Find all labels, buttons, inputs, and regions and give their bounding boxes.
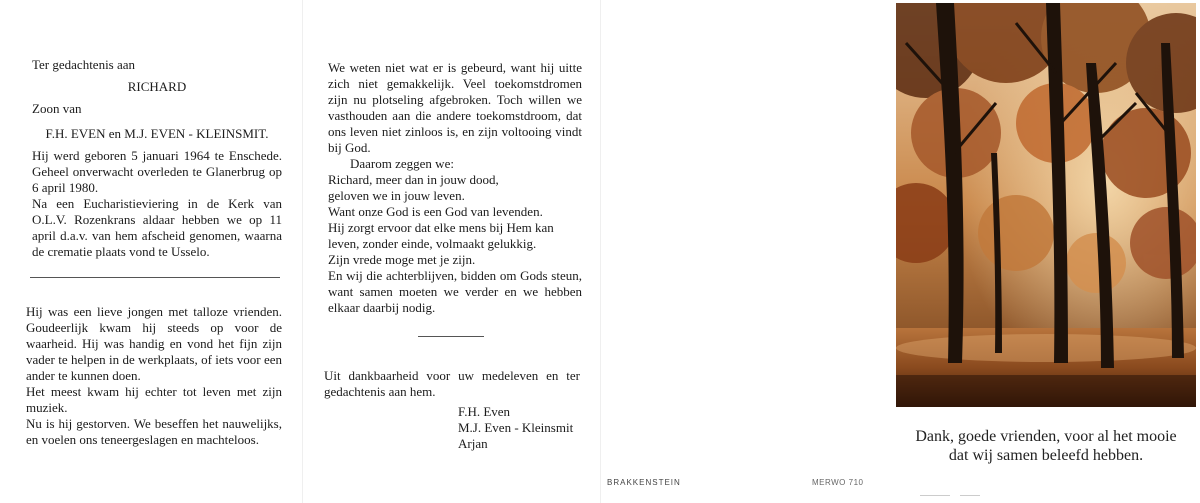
son-of-text: Zoon van [32,101,82,116]
print-code: MERWO 710 [812,478,864,487]
poem-line: Want onze God is een God van levenden. [328,204,543,219]
signature-father: F.H. Even [458,404,511,419]
signature-brother: Arjan [458,436,488,451]
cut-mark [920,495,950,496]
fold-line-right [600,0,601,503]
poem-line: Hij zorgt ervoor dat elke mens bij Hem kan [328,220,554,235]
photo-caption [896,427,1196,465]
funeral-paragraph: Na een Eucharistieviering in de Kerk van O.L.V. Rozenkrans aldaar hebben we op 11 april d.a.v. van hem afscheid genomen, waarna de crematie plaats vond te Usselo. [32,196,282,259]
birth-death-paragraph: Hij werd geboren 5 januari 1964 te Enschede. Geheel onverwacht overleden te Glanerbrug op 6 april 1980. [32,148,282,195]
support-paragraph: En wij die achterblijven, bidden om Gods steun, want samen moeten we verder en we hebben elkaar daarbij nodig. [328,268,582,315]
short-divider [418,336,484,337]
thanks-block [324,368,580,400]
divider-line [30,277,280,278]
cut-mark [960,495,980,496]
poem-line: Daarom zeggen we: [350,156,454,171]
poem-line: Richard, meer dan in jouw dood, [328,172,499,187]
panel-left-bottom [26,304,282,448]
thanks-paragraph: Uit dankbaarheid voor uw medeleven en ter gedachtenis aan hem. [324,368,580,399]
caption-line-1: Dank, goede vrienden, voor al het mooie [915,428,1177,445]
character-paragraph: Hij was een lieve jongen met talloze vrienden. Goudeerlijk kwam hij steeds op voor de waarheid. Hij was handig en vond het fijn zijn vader te helpen in de werkplaats, of iets voor een ander te kunnen doen. [26,304,282,383]
poem-line: geloven we in jouw leven. [328,188,465,203]
music-paragraph: Het meest kwam hij echter tot leven met zijn muziek. [26,384,282,415]
deceased-name: RICHARD [127,79,187,94]
signatures [458,404,598,452]
grief-paragraph: Nu is hij gestorven. We beseffen het nauwelijks, en voelen ons teneergeslagen en machteloos. [26,416,282,447]
printer-name: BRAKKENSTEIN [607,478,681,487]
fold-line-left [302,0,303,503]
caption-line-2: dat wij samen beleefd hebben. [948,447,1144,464]
parents-names: F.H. EVEN en M.J. EVEN - KLEINSMIT. [45,126,269,141]
autumn-forest-photo [896,3,1196,407]
poem-line: Zijn vrede moge met je zijn. [328,252,476,267]
panel-left [32,57,282,260]
intro-text: Ter gedachtenis aan [32,57,136,72]
poem-line: leven, zonder einde, volmaakt gelukkig. [328,236,537,251]
panel-middle [328,60,582,316]
reflection-paragraph: We weten niet wat er is gebeurd, want hij uitte zich niet gemakkelijk. Veel toekomstdromen zijn nu plotseling afgebroken. Toch willen we vasthouden aan die andere toekomstdroom, dat ons leven niet zinloos is, en zijn voltooing vindt bij God. [328,60,582,155]
signature-mother: M.J. Even - Kleinsmit [458,420,574,435]
